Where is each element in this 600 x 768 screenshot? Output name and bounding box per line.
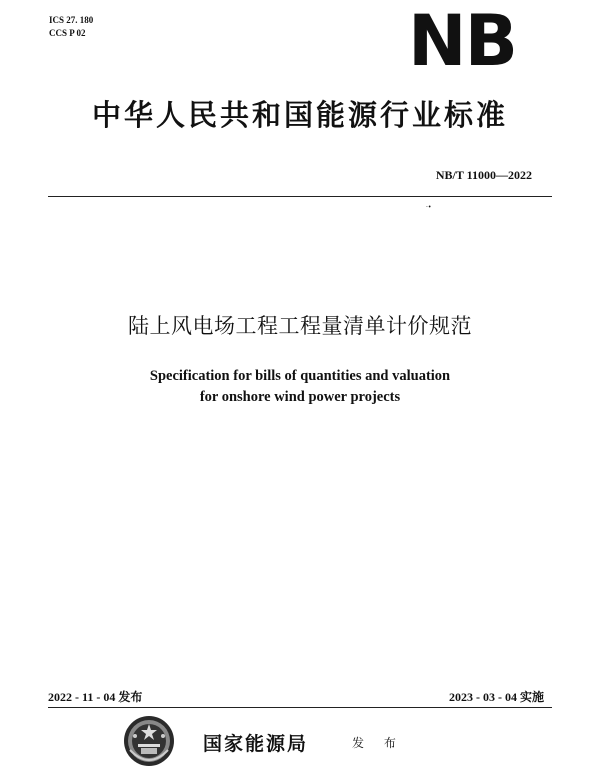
issue-verb: 发 布 xyxy=(352,736,404,750)
classification-codes xyxy=(49,14,93,40)
title-english-line2: for onshore wind power projects xyxy=(199,389,401,405)
title-english xyxy=(0,366,600,408)
top-divider xyxy=(48,196,552,197)
ccs-code: CCS P 02 xyxy=(49,28,86,38)
issuer-name: 国家能源局 xyxy=(203,733,309,755)
title-chinese: 陆上风电场工程工程量清单计价规范 xyxy=(128,314,472,338)
implementation-date: 2023 - 03 - 04 实施 xyxy=(449,690,544,704)
print-mark: ·• xyxy=(426,204,432,211)
national-emblem-icon xyxy=(122,714,176,768)
standard-number: NB/T 11000—2022 xyxy=(435,168,532,182)
ics-code: ICS 27. 180 xyxy=(49,15,94,25)
bottom-divider xyxy=(48,707,552,708)
issue-date: 2022 - 11 - 04 发布 xyxy=(48,690,143,704)
standard-classification: 中华人民共和国能源行业标准 xyxy=(91,98,508,132)
title-english-line1: Specification for bills of quantities and valuation xyxy=(149,368,451,384)
nb-logo: NB xyxy=(408,0,516,82)
